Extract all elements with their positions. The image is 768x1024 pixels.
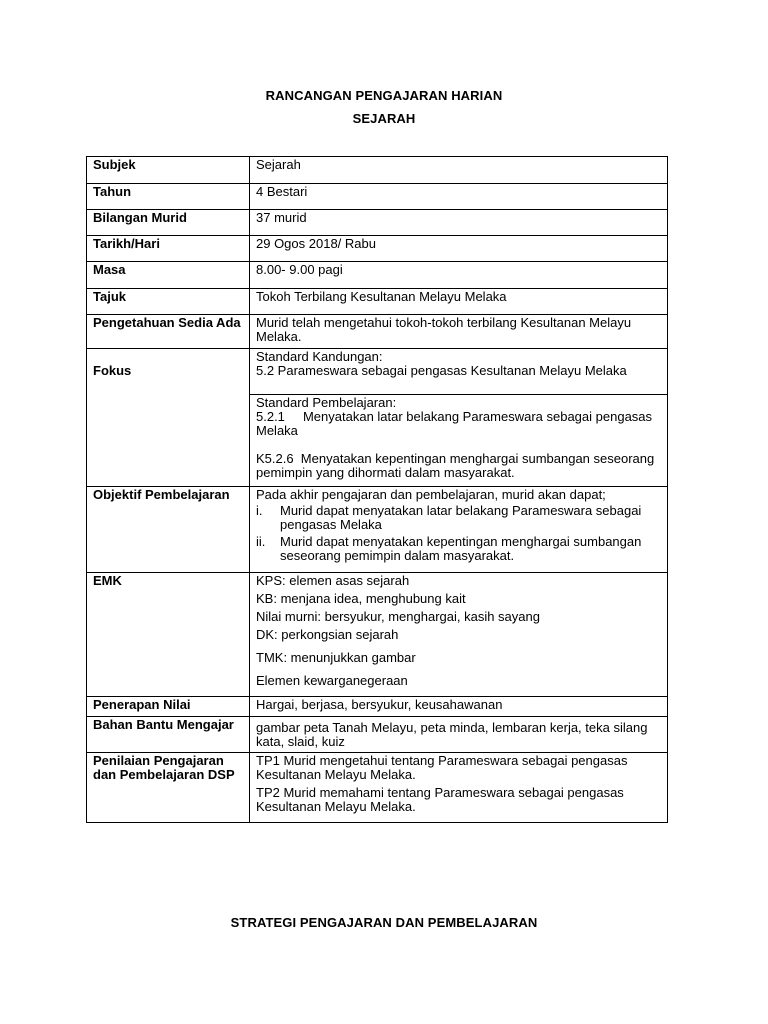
row-label-tarikh: Tarikh/Hari (87, 236, 250, 262)
table-row (87, 717, 668, 753)
standard-pembelajaran-cell (250, 395, 668, 487)
row-label-pengetahuan: Pengetahuan Sedia Ada (87, 315, 250, 349)
table-row (87, 753, 668, 823)
section-heading: STRATEGI PENGAJARAN DAN PEMBELAJARAN (230, 915, 538, 930)
objektif-cell (250, 487, 668, 573)
row-value-pengetahuan: Murid telah mengetahui tokoh-tokoh terbilang Kesultanan Melayu Melaka. (250, 315, 668, 349)
objektif-list (256, 504, 661, 563)
standard-kandungan-text: 5.2 Parameswara sebagai pengasas Kesultanan Melayu Melaka (256, 363, 627, 378)
list-item-number: ii. (256, 534, 266, 549)
row-value-tajuk: Tokoh Terbilang Kesultanan Melayu Melaka (250, 289, 668, 315)
standard-pembelajaran-heading: Standard Pembelajaran: (256, 395, 397, 410)
table-row (87, 157, 668, 184)
table-row (87, 573, 668, 697)
emk-item-nilai-murni: Nilai murni: bersyukur, menghargai, kasih sayang (256, 609, 540, 624)
standard-pembelajaran-item-1: 5.2.1 Menyatakan latar belakang Parameswara sebagai pengasas Melaka (256, 409, 656, 438)
objektif-intro: Pada akhir pengajaran dan pembelajaran, murid akan dapat; (256, 487, 606, 502)
list-item (256, 535, 661, 563)
row-value-nilai: Hargai, berjasa, bersyukur, keusahawanan (250, 697, 668, 717)
row-value-bilangan-murid: 37 murid (250, 210, 668, 236)
row-label-objektif: Objektif Pembelajaran (87, 487, 250, 573)
emk-item-kewarganegeraan: Elemen kewarganegeraan (256, 673, 408, 688)
row-label-subjek: Subjek (87, 157, 250, 184)
standard-kandungan-cell (250, 349, 668, 395)
list-item-text: Murid dapat menyatakan kepentingan menghargai sumbangan seseorang pemimpin dalam masyarakat. (280, 534, 642, 563)
row-label-tajuk: Tajuk (87, 289, 250, 315)
emk-item-kb: KB: menjana idea, menghubung kait (256, 591, 466, 606)
row-value-subjek: Sejarah (250, 157, 668, 184)
row-label-emk: EMK (87, 573, 250, 697)
row-label-penilaian: Penilaian Pengajaran dan Pembelajaran DSP (87, 753, 250, 823)
row-label-fokus: Fokus (87, 349, 250, 487)
penilaian-cell (250, 753, 668, 823)
lesson-plan-table (86, 156, 668, 823)
table-row (87, 236, 668, 262)
row-label-nilai: Penerapan Nilai (87, 697, 250, 717)
table-row (87, 210, 668, 236)
table-row (87, 289, 668, 315)
table-row (87, 262, 668, 289)
table-row (87, 697, 668, 717)
row-label-masa: Masa (87, 262, 250, 289)
standard-kandungan-heading: Standard Kandungan: (256, 349, 383, 364)
row-value-tarikh: 29 Ogos 2018/ Rabu (250, 236, 668, 262)
row-value-bahan: gambar peta Tanah Melayu, peta minda, lembaran kerja, teka silang kata, slaid, kuiz (250, 717, 668, 753)
emk-item-dk: DK: perkongsian sejarah (256, 627, 399, 642)
table-row (87, 184, 668, 210)
spacer (256, 438, 661, 452)
row-value-tahun: 4 Bestari (250, 184, 668, 210)
row-label-tahun: Tahun (87, 184, 250, 210)
row-label-bilangan-murid: Bilangan Murid (87, 210, 250, 236)
row-label-bahan: Bahan Bantu Mengajar (87, 717, 250, 753)
document-title: RANCANGAN PENGAJARAN HARIAN (265, 88, 503, 103)
table-row (87, 315, 668, 349)
list-item (256, 504, 661, 532)
standard-pembelajaran-item-2: K5.2.6 Menyatakan kepentingan menghargai sumbangan seseorang pemimpin yang dihormati dalam masyarakat. (256, 451, 658, 480)
row-value-masa: 8.00- 9.00 pagi (250, 262, 668, 289)
document-subtitle: SEJARAH (352, 111, 416, 126)
emk-cell (250, 573, 668, 697)
table-row (87, 349, 668, 395)
list-item-text: Murid dapat menyatakan latar belakang Parameswara sebagai pengasas Melaka (280, 503, 642, 532)
emk-item-kps: KPS: elemen asas sejarah (256, 573, 410, 588)
table-row (87, 487, 668, 573)
penilaian-tp1: TP1 Murid mengetahui tentang Parameswara sebagai pengasas Kesultanan Melayu Melaka. (256, 753, 628, 782)
penilaian-tp2: TP2 Murid memahami tentang Parameswara sebagai pengasas Kesultanan Melayu Melaka. (256, 785, 624, 814)
emk-item-tmk: TMK: menunjukkan gambar (256, 650, 416, 665)
list-item-number: i. (256, 503, 263, 518)
